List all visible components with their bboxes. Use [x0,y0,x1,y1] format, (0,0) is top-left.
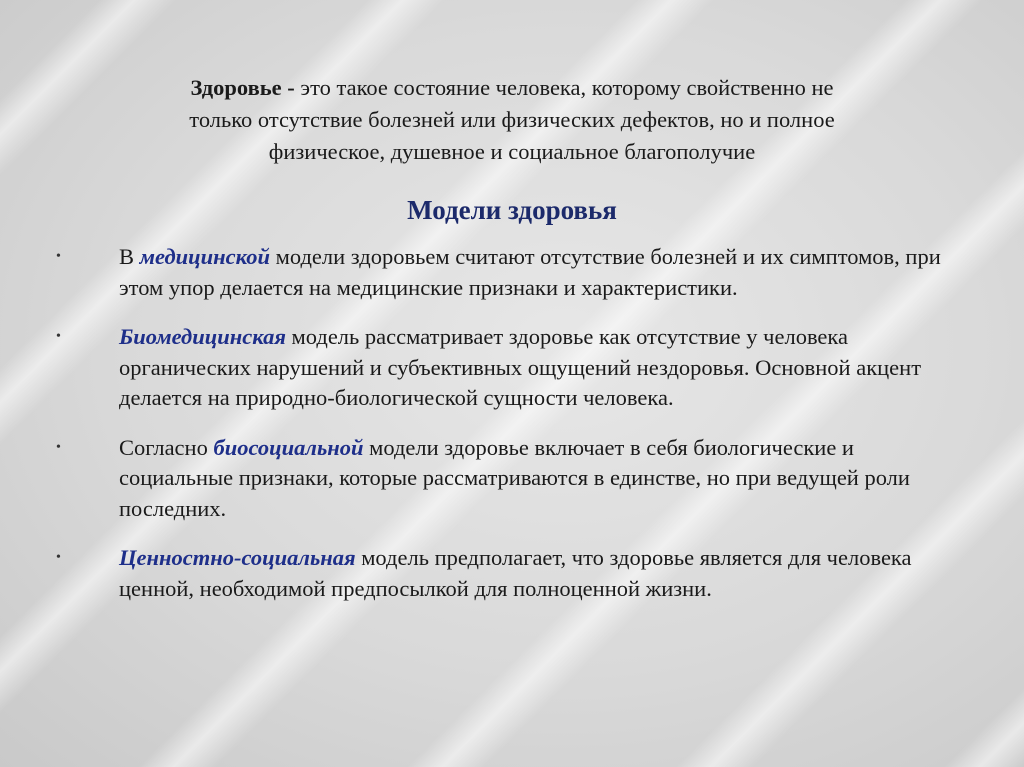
definition-text-line1: это такое состояние человека, которому свойственно не [294,75,834,100]
item-pre: В [119,244,140,269]
definition-text-line2: только отсутствие болезней или физических дефектов, но и полное [189,107,835,132]
item-emphasis: биосоциальной [213,434,364,460]
definition-term: Здоровье - [190,75,295,100]
item-pre: Согласно [119,434,214,460]
health-definition [60,72,964,168]
item-emphasis: Ценностно-социальная [119,545,356,570]
list-item-biomedical-model [56,322,956,414]
item-post: модель предполагает, что здоровье является для человека ценной, необходимой предпосылкой для полноценной жизни. [119,545,912,601]
bullet-icon: • [56,249,61,264]
definition-text-line3: физическое, душевное и социальное благополучие [268,139,756,164]
list-item-value-social-model [56,543,956,604]
bullet-icon: • [56,550,61,565]
item-post: модели здоровьем считают отсутствие болезней и их симптомов, при этом упор делается на медицинские признаки и характеристики. [119,244,941,300]
models-list [56,242,956,623]
list-item-medical-model [56,242,956,303]
item-post: модели здоровье включает в себя биологические и социальные признаки, которые рассматриваются в единстве, но при ведущей роли последних. [119,434,910,521]
item-emphasis: медицинской [139,244,270,269]
bullet-icon: • [56,439,61,455]
bullet-icon: • [56,329,61,344]
item-emphasis: Биомедицинская [119,324,286,349]
models-title: Модели здоровья [407,195,617,225]
list-item-biosocial-model [56,433,956,525]
item-post: модель рассматривает здоровье как отсутствие у человека органических нарушений и субъективных ощущений нездоровья. Основной акцент делается на природно-биологической сущности человека. [119,324,922,410]
